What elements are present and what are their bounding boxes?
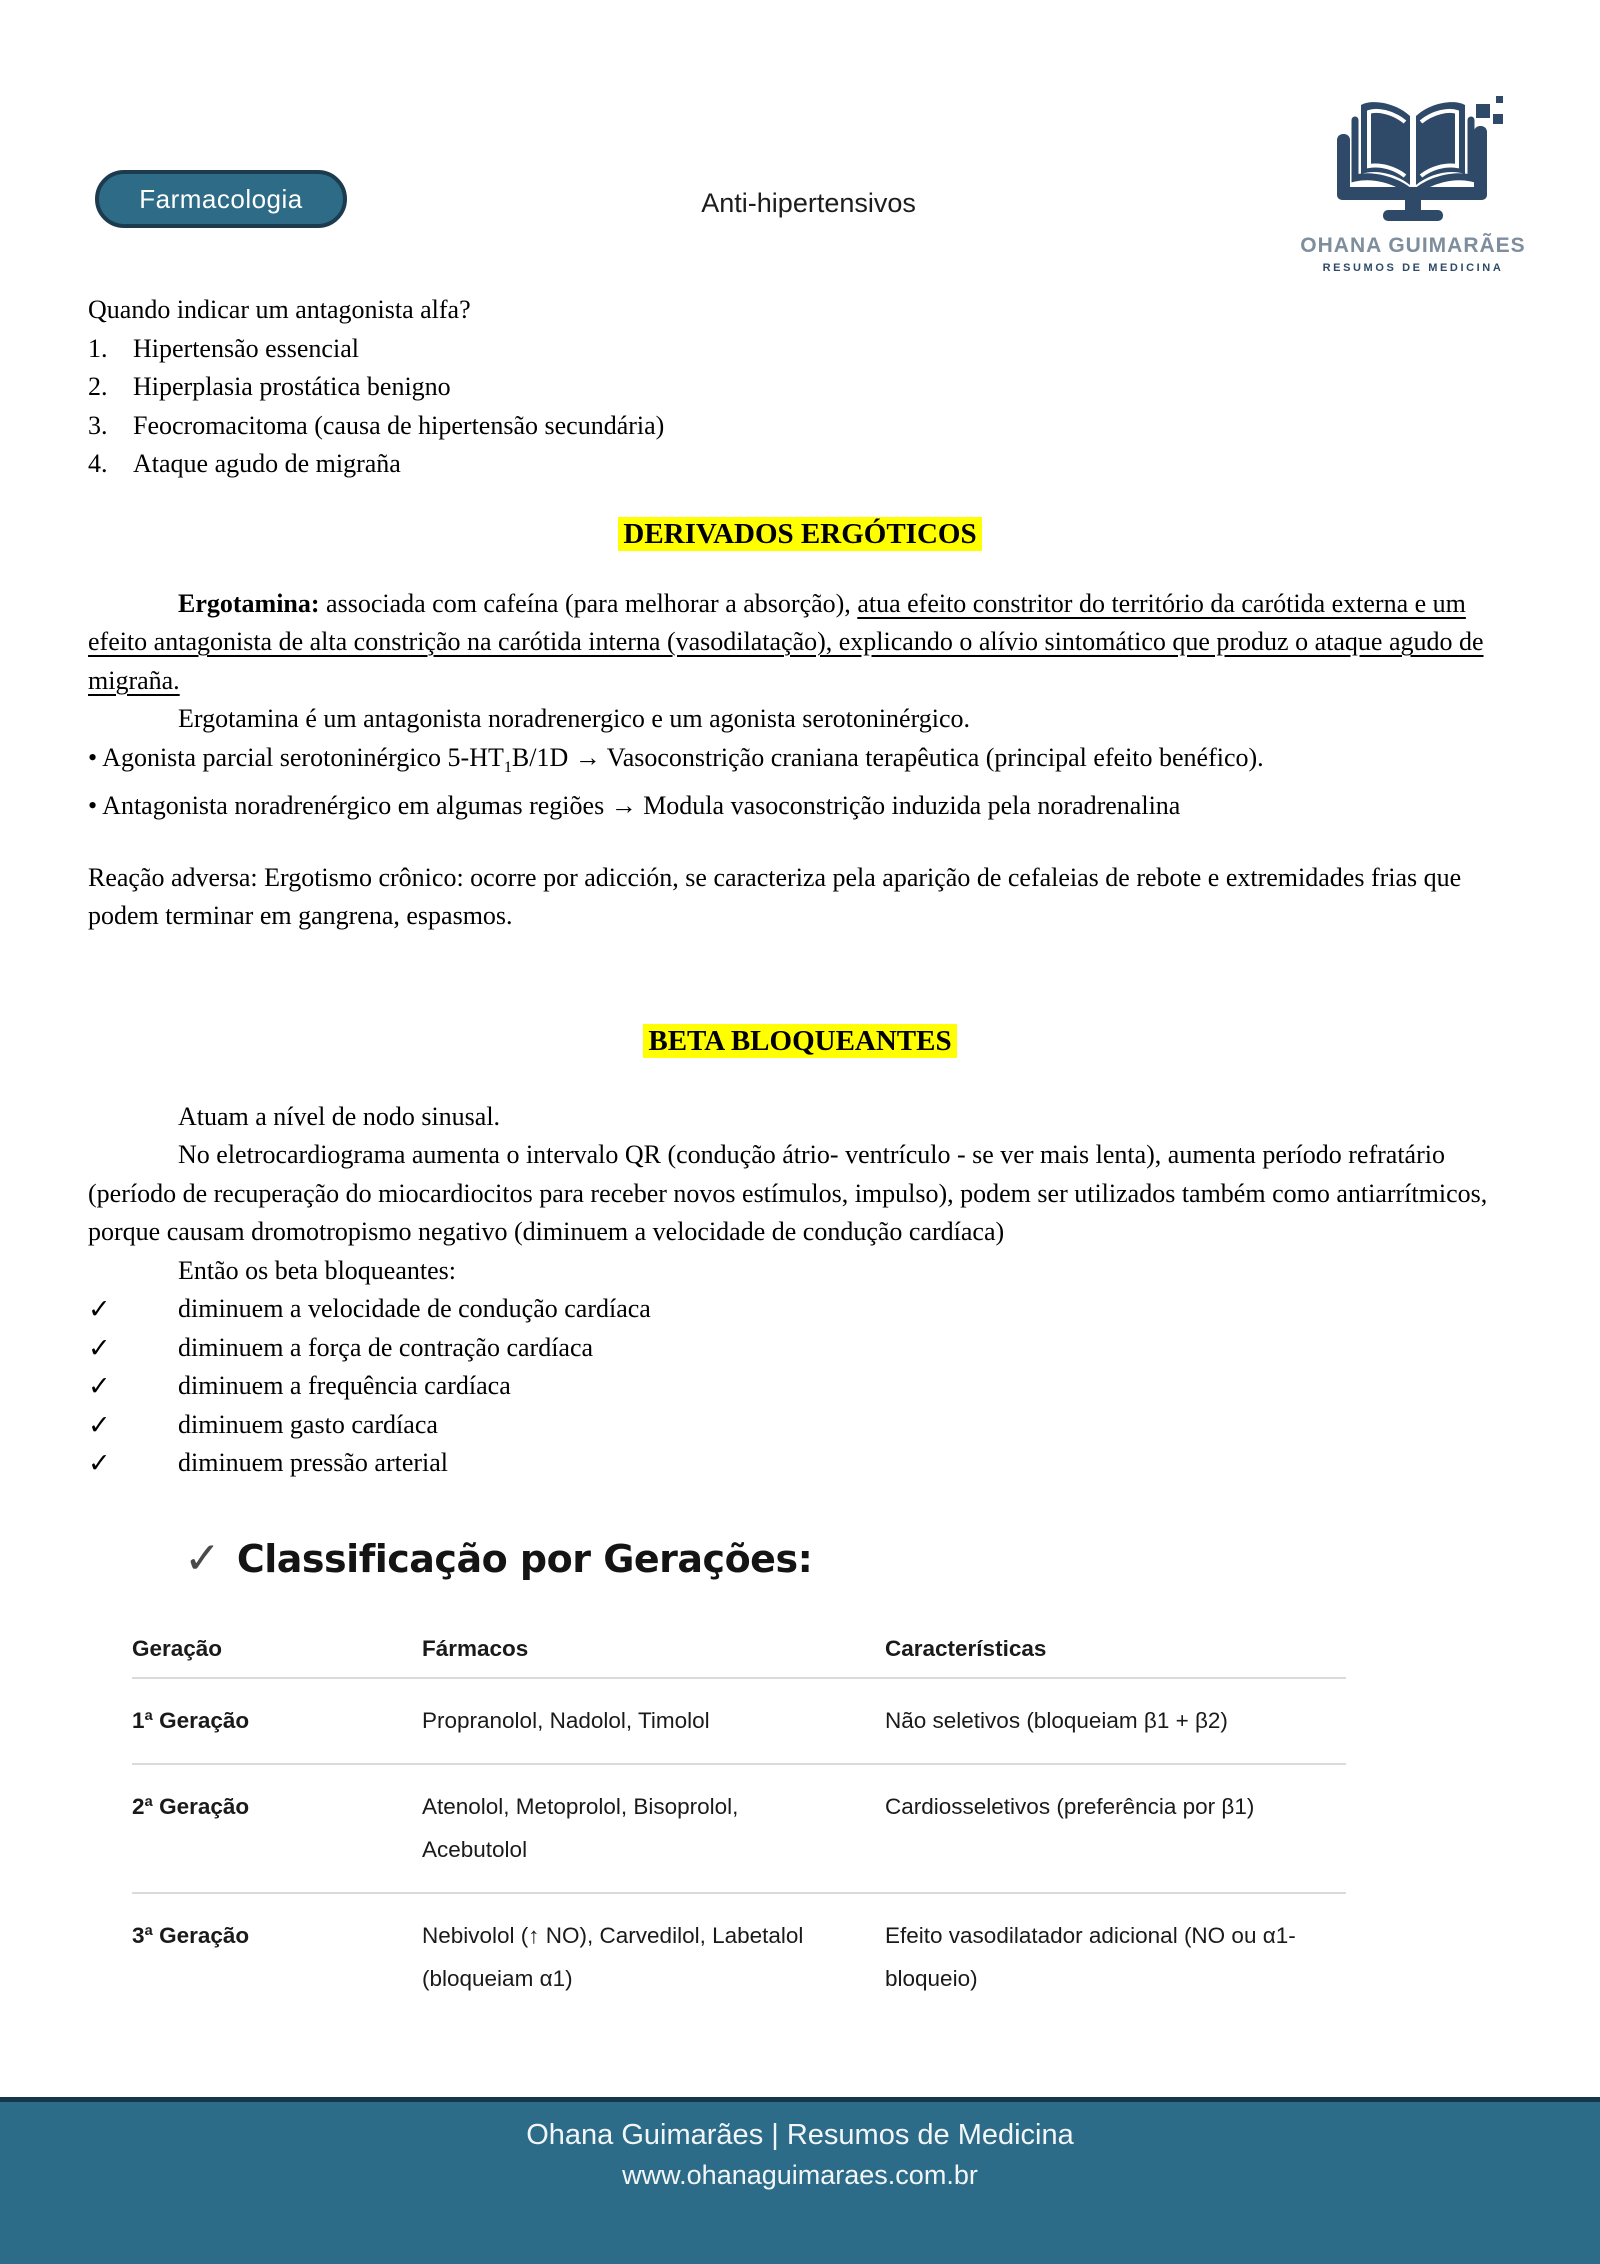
list-number: 2. (88, 372, 108, 401)
column-header: Fármacos (422, 1635, 529, 1661)
checklist-item (88, 1444, 1512, 1483)
list-item (88, 368, 1512, 407)
list-item-text: Hiperplasia prostática benigno (133, 372, 451, 401)
ergotamina-lead: Ergotamina: (178, 588, 320, 618)
brand-logo (1298, 92, 1528, 274)
section-heading-beta (88, 1021, 1512, 1062)
checklist-item (88, 1367, 1512, 1406)
generation-cell: 1ª Geração (132, 1707, 250, 1733)
checkmark-icon: ✓ (88, 1332, 111, 1363)
checklist-text: diminuem a velocidade de condução cardíaca (178, 1294, 651, 1324)
logo-name: OHANA GUIMARÃES (1300, 234, 1526, 257)
beta-effects-checklist (88, 1290, 1512, 1483)
logo-book-icon (1313, 92, 1513, 232)
bullet-agonista (88, 739, 1512, 788)
drugs-cell: Atenolol, Metoprolol, Bisoprolol, Acebutolol (422, 1793, 739, 1862)
list-number: 1. (88, 333, 108, 363)
beta-p3: Então os beta bloqueantes: (178, 1255, 456, 1285)
classification-heading-text: Classificação por Gerações: (236, 1536, 813, 1581)
checklist-item (88, 1290, 1512, 1329)
table-row (132, 1893, 1346, 2021)
checklist-item (88, 1329, 1512, 1368)
checklist-text: diminuem a força de contração cardíaca (178, 1332, 594, 1362)
page-title: Anti-hipertensivos (701, 188, 916, 218)
generations-table-wrapper (132, 1627, 1346, 2021)
subject-badge-label: Farmacologia (139, 183, 303, 214)
beta-p2: No eletrocardiograma aumenta o intervalo QR (condução átrio- ventrículo - se ver mais lenta), aumenta período refratário (período de recuperação do miocardiocitos para receber novos estímulos, impulso), podem ser utilizados também como antiarrítmicos, porque causam dromotropismo negativo (diminuem a velocidade de condução cardíaca) (88, 1140, 1488, 1247)
checkmark-icon: ✓ (88, 1371, 111, 1402)
classification-heading (184, 1531, 1512, 1587)
characteristics-cell: Não seletivos (bloqueiam β1 + β2) (885, 1707, 1228, 1733)
check-icon: ✓ (184, 1532, 221, 1584)
highlighted-heading: DERIVADOS ERGÓTICOS (618, 517, 981, 551)
list-item (88, 407, 1512, 446)
checklist-text: diminuem pressão arterial (178, 1448, 449, 1478)
bullet-antagonista: • Antagonista noradrenérgico em algumas regiões → Modula vasoconstrição induzida pela noradrenalina (88, 791, 1181, 821)
beta-p1: Atuam a nível de nodo sinusal. (178, 1101, 501, 1131)
bullet-text: B/1D → Vasoconstrição craniana terapêutica (principal efeito benéfico). (511, 742, 1264, 772)
highlighted-heading: BETA BLOQUEANTES (643, 1024, 956, 1058)
subject-badge (95, 170, 347, 228)
ergotamina-paragraph (88, 585, 1512, 701)
list-item (88, 445, 1512, 484)
generations-table (132, 1627, 1346, 2021)
receptor-subscript: 1 (503, 758, 512, 776)
generation-cell: 3ª Geração (132, 1922, 250, 1948)
adverse-reaction-paragraph: Reação adversa: Ergotismo crônico: ocorre por adicción, se caracteriza pela aparição de cefaleias de rebote e extremidades frias que podem terminar em gangrena, espasmos. (88, 862, 1462, 931)
table-row (132, 1764, 1346, 1893)
list-item-text: Ataque agudo de migraña (133, 449, 401, 478)
checklist-text: diminuem a frequência cardíaca (178, 1371, 511, 1401)
drugs-cell: Nebivolol (↑ NO), Carvedilol, Labetalol (bloqueiam α1) (422, 1922, 804, 1991)
bullet-text: • Agonista parcial serotoninérgico 5-HT (88, 742, 504, 772)
list-number: 4. (88, 449, 108, 478)
checklist-item (88, 1406, 1512, 1445)
characteristics-cell: Efeito vasodilatador adicional (NO ou α1-bloqueio) (885, 1922, 1296, 1991)
table-header-row (132, 1627, 1346, 1678)
list-item (88, 330, 1512, 369)
ergotamina-mechanism: Ergotamina é um antagonista noradrenergico e um agonista serotoninérgico. (178, 704, 971, 733)
checklist-text: diminuem gasto cardíaca (178, 1409, 438, 1439)
alpha-question: Quando indicar um antagonista alfa? (88, 295, 471, 324)
characteristics-cell: Cardiosseletivos (preferência por β1) (885, 1793, 1255, 1819)
checkmark-icon: ✓ (88, 1294, 111, 1325)
footer-brand-line: Ohana Guimarães | Resumos de Medicina (526, 2119, 1074, 2151)
checkmark-icon: ✓ (88, 1448, 111, 1479)
column-header: Geração (132, 1635, 223, 1661)
list-item-text: Hipertensão essencial (133, 333, 359, 363)
alpha-indications-list (88, 330, 1512, 484)
generation-cell: 2ª Geração (132, 1793, 250, 1819)
logo-tagline: RESUMOS DE MEDICINA (1322, 262, 1504, 274)
column-header: Características (885, 1635, 1047, 1661)
checkmark-icon: ✓ (88, 1409, 111, 1440)
ergotamina-text: associada com cafeína (para melhorar a absorção), (319, 588, 858, 618)
list-number: 3. (88, 410, 108, 440)
table-row (132, 1678, 1346, 1764)
section-heading-derivados (88, 514, 1512, 555)
drugs-cell: Propranolol, Nadolol, Timolol (422, 1707, 710, 1733)
list-item-text: Feocromacitoma (causa de hipertensão secundária) (133, 410, 665, 440)
footer-website: www.ohanaguimaraes.com.br (622, 2160, 978, 2190)
page-footer (0, 2097, 1600, 2264)
ergotamina-underlined: atua efeito constritor do território da carótida externa e um efeito antagonista de alta constrição na carótida interna (vasodilatação), explicando o alívio sintomático que produz o ataque agudo de migraña. (88, 588, 1484, 695)
